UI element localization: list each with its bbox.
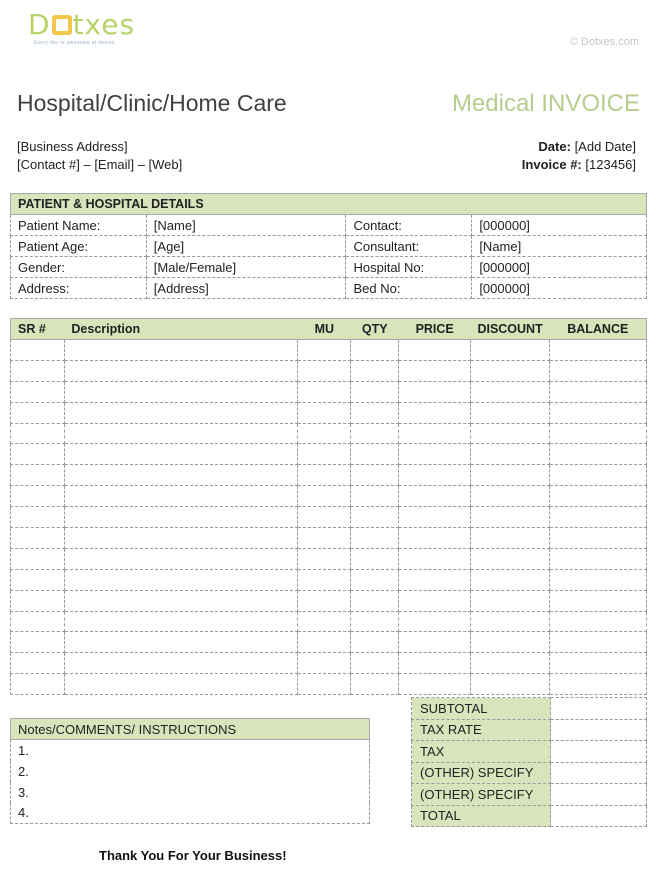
detail-value[interactable]: [Address]	[146, 278, 346, 299]
item-row	[11, 611, 647, 632]
detail-value[interactable]: [000000]	[472, 278, 647, 299]
price-cell[interactable]	[399, 340, 471, 361]
patient-details-table	[10, 193, 647, 299]
balance-cell[interactable]	[550, 590, 647, 611]
description-cell[interactable]	[64, 569, 298, 590]
qty-cell[interactable]	[351, 465, 399, 486]
description-cell[interactable]	[64, 340, 298, 361]
detail-value[interactable]: [000000]	[472, 257, 647, 278]
price-cell[interactable]	[399, 653, 471, 674]
description-cell[interactable]	[64, 653, 298, 674]
qty-cell[interactable]	[351, 381, 399, 402]
qty-cell[interactable]	[351, 528, 399, 549]
price-cell[interactable]	[399, 381, 471, 402]
dotxes-logo	[28, 10, 168, 54]
sr-cell[interactable]	[11, 507, 65, 528]
logo-wordmark: D txes	[28, 8, 136, 41]
column-balance: BALANCE	[550, 319, 647, 340]
discount-cell[interactable]	[471, 486, 550, 507]
discount-cell[interactable]	[471, 360, 550, 381]
mu-cell[interactable]	[298, 569, 351, 590]
invoice-number-value[interactable]: [123456]	[585, 157, 636, 172]
sr-cell[interactable]	[11, 402, 65, 423]
sr-cell[interactable]	[11, 360, 65, 381]
item-row	[11, 632, 647, 653]
column-description: Description	[64, 319, 298, 340]
totals-label: TAX	[412, 741, 551, 763]
note-row	[11, 740, 370, 761]
mu-cell[interactable]	[298, 528, 351, 549]
discount-cell[interactable]	[471, 674, 550, 695]
price-cell[interactable]	[399, 423, 471, 444]
price-cell[interactable]	[399, 569, 471, 590]
price-cell[interactable]	[399, 674, 471, 695]
mu-cell[interactable]	[298, 340, 351, 361]
discount-cell[interactable]	[471, 465, 550, 486]
totals-value[interactable]	[551, 719, 647, 741]
discount-cell[interactable]	[471, 528, 550, 549]
mu-cell[interactable]	[298, 632, 351, 653]
logo-square-icon	[52, 15, 72, 35]
item-row	[11, 674, 647, 695]
patient-detail-row	[11, 278, 647, 299]
discount-cell[interactable]	[471, 569, 550, 590]
balance-cell[interactable]	[550, 465, 647, 486]
totals-value[interactable]	[551, 784, 647, 806]
totals-value[interactable]	[551, 741, 647, 763]
note-row	[11, 803, 370, 824]
detail-label: Gender:	[11, 257, 147, 278]
qty-cell[interactable]	[351, 507, 399, 528]
mu-cell[interactable]	[298, 381, 351, 402]
mu-cell[interactable]	[298, 590, 351, 611]
mu-cell[interactable]	[298, 444, 351, 465]
item-row	[11, 528, 647, 549]
qty-cell[interactable]	[351, 423, 399, 444]
discount-cell[interactable]	[471, 548, 550, 569]
mu-cell[interactable]	[298, 507, 351, 528]
discount-cell[interactable]	[471, 632, 550, 653]
discount-cell[interactable]	[471, 340, 550, 361]
balance-cell[interactable]	[550, 569, 647, 590]
price-cell[interactable]	[399, 360, 471, 381]
column-price: PRICE	[399, 319, 471, 340]
qty-cell[interactable]	[351, 340, 399, 361]
discount-cell[interactable]	[471, 590, 550, 611]
balance-cell[interactable]	[550, 381, 647, 402]
balance-cell[interactable]	[550, 423, 647, 444]
price-cell[interactable]	[399, 465, 471, 486]
qty-cell[interactable]	[351, 444, 399, 465]
balance-cell[interactable]	[550, 340, 647, 361]
detail-value[interactable]: [Age]	[146, 236, 346, 257]
totals-label: SUBTOTAL	[412, 698, 551, 720]
totals-value[interactable]	[551, 762, 647, 784]
sr-cell[interactable]	[11, 611, 65, 632]
description-cell[interactable]	[64, 381, 298, 402]
totals-row	[412, 698, 647, 720]
date-label: Date:	[538, 139, 571, 154]
description-cell[interactable]	[64, 611, 298, 632]
mu-cell[interactable]	[298, 360, 351, 381]
date-value[interactable]: [Add Date]	[574, 139, 636, 154]
mu-cell[interactable]	[298, 548, 351, 569]
patient-detail-row	[11, 215, 647, 236]
totals-label: TOTAL	[412, 805, 551, 827]
detail-label: Address:	[11, 278, 147, 299]
column-discount: DISCOUNT	[471, 319, 550, 340]
invoice-number-label: Invoice #:	[521, 157, 582, 172]
item-row	[11, 548, 647, 569]
balance-cell[interactable]	[550, 360, 647, 381]
item-row	[11, 507, 647, 528]
sr-cell[interactable]	[11, 381, 65, 402]
mu-cell[interactable]	[298, 611, 351, 632]
notes-table	[10, 718, 370, 824]
note-row	[11, 761, 370, 782]
note-row	[11, 782, 370, 803]
date-line	[538, 139, 636, 154]
qty-cell[interactable]	[351, 486, 399, 507]
invoice-items-table	[10, 318, 647, 695]
mu-cell[interactable]	[298, 423, 351, 444]
note-item[interactable]: 4.	[11, 803, 370, 824]
totals-row	[412, 805, 647, 827]
description-cell[interactable]	[64, 528, 298, 549]
balance-cell[interactable]	[550, 402, 647, 423]
logo-tagline: Every doc is awesome at dotxes	[34, 40, 115, 46]
discount-cell[interactable]	[471, 423, 550, 444]
qty-cell[interactable]	[351, 569, 399, 590]
item-row	[11, 360, 647, 381]
sr-cell[interactable]	[11, 423, 65, 444]
invoice-title: Medical INVOICE	[451, 90, 640, 117]
price-cell[interactable]	[399, 611, 471, 632]
mu-cell[interactable]	[298, 465, 351, 486]
discount-cell[interactable]	[471, 611, 550, 632]
mu-cell[interactable]	[298, 402, 351, 423]
discount-cell[interactable]	[471, 402, 550, 423]
description-cell[interactable]	[64, 444, 298, 465]
sr-cell[interactable]	[11, 590, 65, 611]
totals-label: (OTHER) SPECIFY	[412, 784, 551, 806]
discount-cell[interactable]	[471, 653, 550, 674]
column-qty: QTY	[351, 319, 399, 340]
detail-label: Hospital No:	[346, 257, 472, 278]
description-cell[interactable]	[64, 360, 298, 381]
patient-details-heading: PATIENT & HOSPITAL DETAILS	[11, 194, 647, 215]
thank-you-message: Thank You For Your Business!	[99, 848, 287, 863]
price-cell[interactable]	[399, 548, 471, 569]
description-cell[interactable]	[64, 423, 298, 444]
description-cell[interactable]	[64, 548, 298, 569]
totals-value[interactable]	[551, 805, 647, 827]
discount-cell[interactable]	[471, 381, 550, 402]
sr-cell[interactable]	[11, 444, 65, 465]
detail-value[interactable]: [Name]	[472, 236, 647, 257]
item-row	[11, 423, 647, 444]
company-name: Hospital/Clinic/Home Care	[17, 90, 287, 116]
sr-cell[interactable]	[11, 548, 65, 569]
note-item[interactable]: 1.	[11, 740, 370, 761]
item-row	[11, 381, 647, 402]
balance-cell[interactable]	[550, 528, 647, 549]
item-row	[11, 486, 647, 507]
note-item[interactable]: 3.	[11, 782, 370, 803]
qty-cell[interactable]	[351, 674, 399, 695]
detail-label: Consultant:	[346, 236, 472, 257]
balance-cell[interactable]	[550, 632, 647, 653]
totals-row	[412, 719, 647, 741]
balance-cell[interactable]	[550, 507, 647, 528]
qty-cell[interactable]	[351, 653, 399, 674]
totals-value[interactable]	[551, 698, 647, 720]
price-cell[interactable]	[399, 507, 471, 528]
sr-cell[interactable]	[11, 340, 65, 361]
description-cell[interactable]	[64, 632, 298, 653]
price-cell[interactable]	[399, 590, 471, 611]
qty-cell[interactable]	[351, 360, 399, 381]
balance-cell[interactable]	[550, 611, 647, 632]
description-cell[interactable]	[64, 465, 298, 486]
item-row	[11, 569, 647, 590]
sr-cell[interactable]	[11, 465, 65, 486]
sr-cell[interactable]	[11, 653, 65, 674]
contact-line: [Contact #] – [Email] – [Web]	[17, 157, 183, 172]
invoice-number-line	[522, 157, 636, 172]
qty-cell[interactable]	[351, 548, 399, 569]
balance-cell[interactable]	[550, 674, 647, 695]
note-item[interactable]: 2.	[11, 761, 370, 782]
detail-value[interactable]: [Name]	[146, 215, 346, 236]
business-address: [Business Address]	[17, 139, 128, 154]
totals-row	[412, 784, 647, 806]
mu-cell[interactable]	[298, 674, 351, 695]
balance-cell[interactable]	[550, 548, 647, 569]
item-row	[11, 590, 647, 611]
price-cell[interactable]	[399, 632, 471, 653]
sr-cell[interactable]	[11, 569, 65, 590]
qty-cell[interactable]	[351, 590, 399, 611]
totals-label: (OTHER) SPECIFY	[412, 762, 551, 784]
patient-detail-row	[11, 257, 647, 278]
detail-label: Patient Age:	[11, 236, 147, 257]
item-row	[11, 340, 647, 361]
detail-value[interactable]: [000000]	[472, 215, 647, 236]
item-row	[11, 653, 647, 674]
notes-heading: Notes/COMMENTS/ INSTRUCTIONS	[11, 719, 370, 740]
detail-label: Patient Name:	[11, 215, 147, 236]
price-cell[interactable]	[399, 402, 471, 423]
detail-label: Contact:	[346, 215, 472, 236]
description-cell[interactable]	[64, 402, 298, 423]
item-row	[11, 465, 647, 486]
price-cell[interactable]	[399, 528, 471, 549]
description-cell[interactable]	[64, 507, 298, 528]
item-row	[11, 444, 647, 465]
totals-label: TAX RATE	[412, 719, 551, 741]
item-row	[11, 402, 647, 423]
patient-detail-row	[11, 236, 647, 257]
discount-cell[interactable]	[471, 507, 550, 528]
balance-cell[interactable]	[550, 444, 647, 465]
balance-cell[interactable]	[550, 653, 647, 674]
discount-cell[interactable]	[471, 444, 550, 465]
qty-cell[interactable]	[351, 632, 399, 653]
sr-cell[interactable]	[11, 632, 65, 653]
price-cell[interactable]	[399, 486, 471, 507]
detail-value[interactable]: [Male/Female]	[146, 257, 346, 278]
watermark-text: © Dotxes.com	[569, 36, 639, 48]
totals-table	[411, 697, 647, 827]
mu-cell[interactable]	[298, 486, 351, 507]
totals-row	[412, 741, 647, 763]
qty-cell[interactable]	[351, 402, 399, 423]
balance-cell[interactable]	[550, 486, 647, 507]
sr-cell[interactable]	[11, 486, 65, 507]
mu-cell[interactable]	[298, 653, 351, 674]
sr-cell[interactable]	[11, 674, 65, 695]
detail-label: Bed No:	[346, 278, 472, 299]
description-cell[interactable]	[64, 674, 298, 695]
column-mu: MU	[298, 319, 351, 340]
price-cell[interactable]	[399, 444, 471, 465]
totals-row	[412, 762, 647, 784]
sr-cell[interactable]	[11, 528, 65, 549]
column-sr: SR #	[11, 319, 65, 340]
qty-cell[interactable]	[351, 611, 399, 632]
description-cell[interactable]	[64, 486, 298, 507]
description-cell[interactable]	[64, 590, 298, 611]
